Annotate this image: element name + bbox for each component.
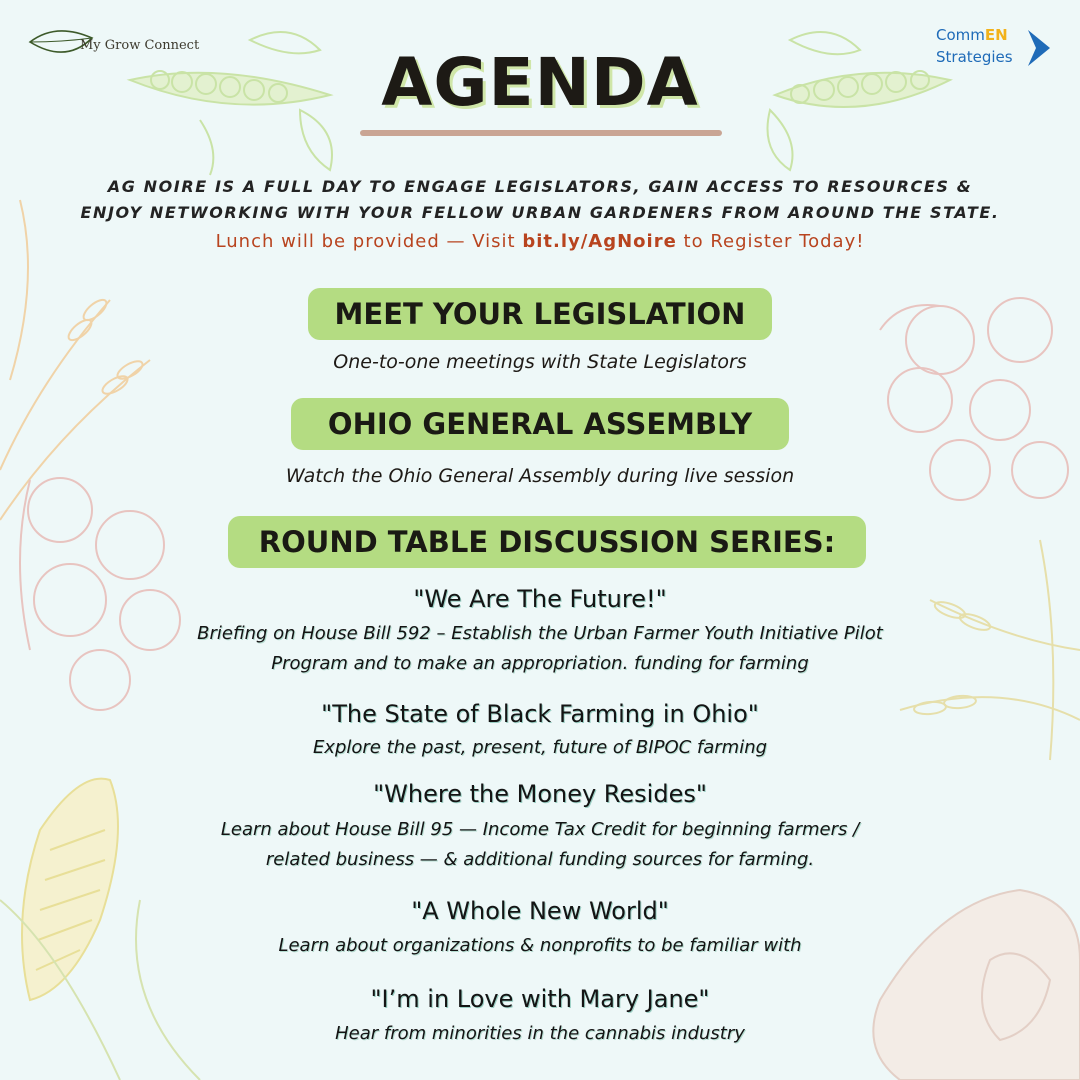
talk-title-mary-jane: "I’m in Love with Mary Jane" [370,985,710,1013]
intro-line-1: AG NOIRE IS A FULL DAY TO ENGAGE LEGISLATORS, GAIN ACCESS TO RESOURCES & [107,177,973,196]
section-heading-ohio-general-assembly: OHIO GENERAL ASSEMBLY [291,398,789,450]
section-description-meet-legislation: One-to-one meetings with State Legislators [333,351,747,373]
talk-description-money-resides-line-1: Learn about House Bill 95 — Income Tax Credit for beginning farmers / [220,819,860,840]
commen-logo-en: EN [984,26,1008,44]
talk-description-money-resides-line-2: related business — & additional funding sources for farming. [265,849,815,870]
lunch-suffix: to Register Today! [676,231,865,252]
registration-link[interactable]: bit.ly/AgNoire [522,231,677,252]
section-heading-round-table: ROUND TABLE DISCUSSION SERIES: [228,516,866,568]
my-grow-connect-logo-text: My Grow Connect [80,38,200,53]
page-title: AGENDA [381,44,699,121]
title-underline [360,130,722,136]
talk-title-money-resides: "Where the Money Resides" [373,780,707,808]
commen-logo-strategies: Strategies [936,48,1013,66]
talk-description-whole-new-world: Learn about organizations & nonprofits to be familiar with [278,935,802,956]
commen-logo-comm: Comm [936,26,985,44]
talk-description-black-farming: Explore the past, present, future of BIPOC farming [312,737,768,758]
talk-description-future-line-1: Briefing on House Bill 592 – Establish the Urban Farmer Youth Initiative Pilot [197,623,883,644]
talk-title-black-farming: "The State of Black Farming in Ohio" [321,700,759,728]
lunch-prefix: Lunch will be provided — Visit [215,231,523,252]
talk-description-mary-jane: Hear from minorities in the cannabis industry [335,1023,745,1044]
intro-line-2: ENJOY NETWORKING WITH YOUR FELLOW URBAN GARDENERS FROM AROUND THE STATE. [80,203,1000,222]
talk-title-future: "We Are The Future!" [413,585,667,613]
talk-description-future-line-2: Program and to make an appropriation. funding for farming [271,653,809,674]
talk-title-whole-new-world: "A Whole New World" [411,897,669,925]
section-heading-meet-legislation: MEET YOUR LEGISLATION [308,288,772,340]
section-description-ohio-general-assembly: Watch the Ohio General Assembly during live session [285,465,795,487]
commen-logo-line1 [936,26,1008,44]
lunch-registration-line [0,231,1080,252]
